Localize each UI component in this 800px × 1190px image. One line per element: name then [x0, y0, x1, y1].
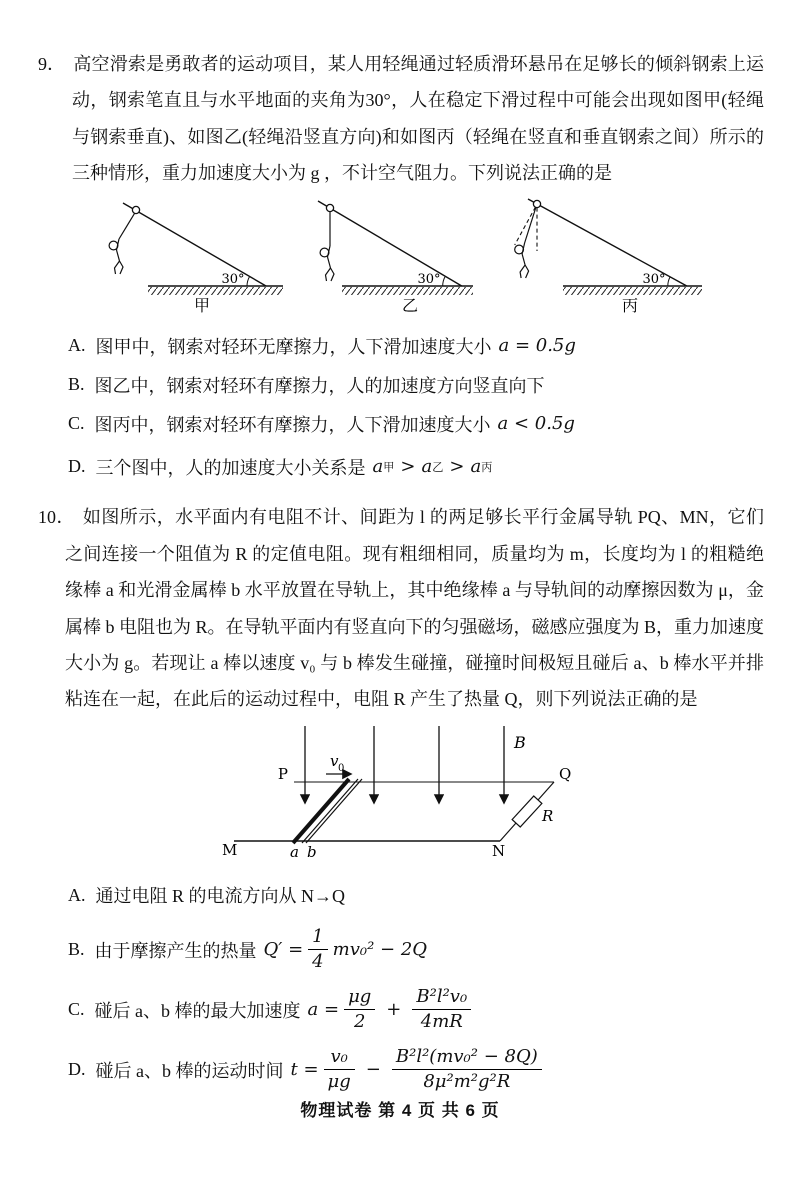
resistor-label: R — [542, 806, 554, 825]
label-b: b — [307, 842, 317, 861]
fraction-denominator: 4mR — [420, 1011, 463, 1033]
figure-jia-diagram — [90, 193, 290, 317]
label-Q: Q — [559, 764, 572, 783]
question-9-text: 高空滑索是勇敢者的运动项目，某人用轻绳通过轻质滑环悬吊在足够长的倾斜钢索上运动，钢索笔直且与水平地面的夹角为30°，人在稳定下滑过程中可能会出现如图甲(轻绳与钢索垂直)、如图乙(轻绳沿竖直方向)和如图丙（轻绳在竖直和垂直钢索之间）所示的三种情形，重力加速度大小为 g ，不计空气阻力。下列说法正确的是 — [72, 54, 764, 184]
cable-line — [123, 203, 266, 286]
rail-circuit-diagram — [222, 722, 602, 862]
q10-option-a — [68, 877, 764, 914]
q9-option-c — [68, 405, 764, 442]
angle-label: 30° — [642, 272, 666, 288]
fraction — [412, 986, 471, 1034]
fraction-numerator: μg — [344, 986, 375, 1011]
velocity-label: v — [330, 751, 339, 770]
option-math — [373, 456, 493, 477]
page-footer — [0, 1096, 800, 1121]
figure-caption: 丙 — [621, 296, 639, 316]
math-operator: + — [386, 999, 402, 1021]
resistor-box — [512, 796, 542, 827]
fraction-numerator: B²l²v₀ — [412, 986, 471, 1011]
pulley-ring-icon — [132, 207, 139, 214]
fraction — [308, 926, 327, 974]
math-operator: − — [365, 1059, 381, 1081]
fraction-numerator: v₀ — [324, 1046, 355, 1071]
figure-yi-diagram — [290, 193, 480, 317]
option-math: a < 0.5g — [497, 413, 575, 435]
pulley-ring-icon — [326, 205, 333, 212]
option-label: C. — [68, 999, 85, 1020]
math-var: a — [470, 456, 482, 478]
footer-doc-title: 物理试卷 — [300, 1101, 373, 1120]
ground-hatching — [342, 287, 473, 295]
person-figure — [320, 246, 334, 281]
question-10-text: 如图所示，水平面内有电阻不计、间距为 l 的两足够长平行金属导轨 PQ、MN，它们之间连接一个阻值为 R 的定值电阻。现有粗细相同，质量均为 m，长度均为 l 的粗糙绝缘棒 a 和光滑金属棒 b 水平放置在导轨上，其中绝缘棒 a 与导轨间的动摩擦因数为 μ，金属棒 b 电阻也为 R。在导轨平面内有竖直向下的匀强磁场，磁感应强度为 B，重力加速度大小为 g。若现让 a 棒以速度 v₀ 与 b 棒发生碰撞，碰撞时间极短且碰后 a、b 棒水平并排粘连在一起，在此后的运动过程中，电阻 R 产生了热量 Q，则下列说法正确的是 — [65, 507, 765, 710]
ground-hatching — [148, 287, 283, 295]
option-label: B. — [68, 374, 85, 395]
resistor-wire — [538, 782, 554, 800]
option-text: 图甲中，钢索对轻环无摩擦力，人下滑加速度大小 — [95, 336, 492, 357]
fraction-denominator: μg — [327, 1071, 351, 1093]
rope-line — [119, 214, 135, 240]
q10-option-d — [68, 1046, 764, 1094]
q9-option-b — [68, 366, 764, 403]
rod-b — [302, 779, 362, 843]
field-label: B — [514, 732, 526, 752]
option-text: 由于摩擦产生的热量 — [94, 940, 257, 961]
question-10-options — [68, 877, 764, 1094]
option-math — [308, 986, 477, 1034]
math-var: a — [421, 456, 433, 478]
pulley-ring-icon — [533, 201, 540, 208]
angle-arc — [247, 277, 250, 287]
math-sub: 甲 — [383, 460, 395, 474]
question-9-stem — [38, 46, 764, 191]
person-figure — [515, 243, 529, 278]
perpendicular-dashed-line — [515, 207, 536, 245]
figure-bing-diagram — [480, 193, 705, 317]
label-M: M — [222, 840, 238, 859]
question-9-figures — [38, 193, 764, 317]
angle-arc — [668, 277, 670, 286]
person-figure — [109, 239, 123, 274]
footer-page-info: 第 4 页 共 6 页 — [378, 1101, 500, 1120]
option-label: B. — [68, 939, 85, 960]
math-sub: 丙 — [481, 460, 493, 474]
fraction-denominator: 8μ²m²g²R — [423, 1071, 511, 1093]
math-lhs: t = — [290, 1059, 319, 1081]
question-9-options — [68, 327, 764, 485]
option-label: D. — [68, 456, 86, 477]
math-lhs: a = — [307, 999, 340, 1021]
ground-hatching — [563, 287, 702, 295]
math-lhs: Q′ = — [263, 939, 304, 961]
q9-option-a — [68, 327, 764, 364]
option-label: C. — [68, 413, 85, 434]
fraction — [324, 1046, 355, 1094]
label-P: P — [277, 764, 288, 783]
math-rest: mv₀² − 2Q — [332, 939, 428, 961]
option-text: 通过电阻 R 的电流方向从 N→Q — [95, 886, 346, 907]
q10-option-c — [68, 986, 764, 1034]
math-operator: > — [400, 456, 416, 478]
option-text: 碰后 a、b 棒的运动时间 — [95, 1060, 284, 1081]
figure-caption: 甲 — [193, 296, 211, 316]
angle-label: 30° — [417, 272, 441, 288]
option-label: D. — [68, 1059, 86, 1080]
q9-option-d — [68, 448, 764, 485]
option-label: A. — [68, 335, 86, 356]
velocity-subscript: 0 — [338, 762, 345, 774]
option-math — [264, 926, 428, 974]
option-label: A. — [68, 884, 86, 905]
option-text: 图乙中，钢索对轻环有摩擦力，人的加速度方向竖直向下 — [94, 375, 545, 396]
rod-a — [293, 779, 349, 843]
option-math: a = 0.5g — [498, 335, 576, 357]
question-10-number: 10． — [38, 507, 75, 528]
option-math — [291, 1046, 547, 1094]
question-9-number: 9． — [38, 54, 66, 74]
fraction-denominator: 2 — [353, 1011, 366, 1033]
resistor-wire — [500, 823, 516, 841]
math-var: a — [372, 456, 384, 478]
fraction-numerator: B²l²(mv₀² − 8Q) — [392, 1046, 542, 1071]
fraction-numerator: 1 — [308, 926, 327, 951]
option-text: 碰后 a、b 棒的最大加速度 — [94, 1000, 301, 1021]
math-operator: > — [449, 456, 465, 478]
question-10-stem — [38, 499, 764, 717]
angle-arc — [443, 277, 446, 287]
question-10-figure — [222, 722, 764, 867]
fraction — [344, 986, 375, 1034]
fraction-denominator: 4 — [312, 951, 324, 973]
q10-option-b — [68, 926, 764, 974]
label-a: a — [290, 842, 299, 861]
option-text: 图丙中，钢索对轻环有摩擦力，人下滑加速度大小 — [94, 414, 491, 435]
angle-label: 30° — [221, 272, 245, 288]
option-text: 三个图中，人的加速度大小关系是 — [95, 457, 366, 478]
fraction — [392, 1046, 542, 1094]
label-N: N — [492, 841, 506, 860]
figure-caption: 乙 — [401, 296, 419, 316]
math-sub: 乙 — [432, 460, 444, 474]
rope-line — [525, 207, 536, 243]
